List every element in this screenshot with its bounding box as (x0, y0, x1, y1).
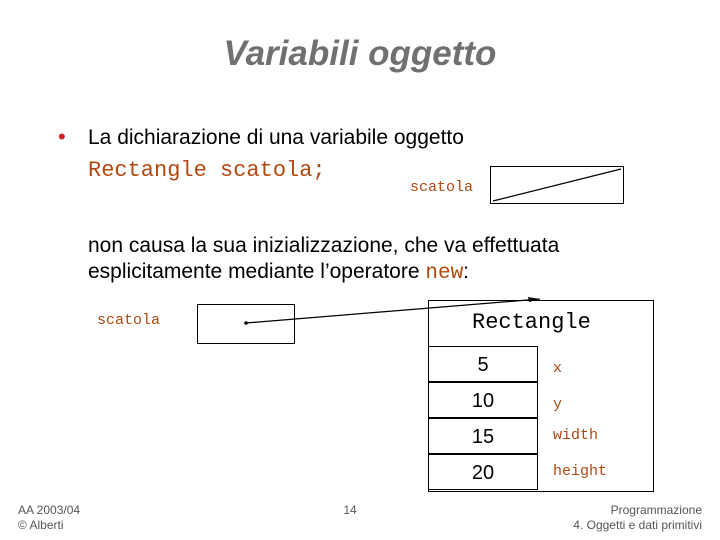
bullet-intro-text: La dichiarazione di una variabile oggetto (88, 126, 464, 149)
reference-arrow-origin (244, 321, 248, 325)
field-name: width (553, 427, 599, 444)
explanation-prefix: esplicitamente mediante l’operatore (88, 260, 426, 283)
variable-label-top: scatola (410, 179, 474, 196)
footer-chapter: 4. Oggetti e dati primitivi (573, 518, 702, 532)
field-cell-height (428, 454, 538, 490)
object-class-name: Rectangle (472, 310, 591, 335)
footer-author: © Alberti (18, 518, 64, 532)
field-name: x (553, 360, 563, 377)
field-cell-x (428, 346, 538, 382)
footer-course-name: Programmazione (610, 503, 702, 517)
new-keyword: new (425, 262, 464, 285)
declaration-code: Rectangle scatola; (88, 158, 326, 183)
bullet-dot-icon: • (58, 124, 66, 149)
field-name: height (553, 463, 608, 480)
field-cell-y (428, 382, 538, 418)
field-cell-width (428, 418, 538, 454)
field-value: 5 (477, 354, 489, 376)
footer-course-year: AA 2003/04 (18, 503, 81, 517)
field-value: 10 (471, 390, 495, 412)
field-value: 15 (471, 426, 495, 448)
slide-title: Variabili oggetto (223, 34, 497, 73)
explanation-suffix: : (463, 260, 470, 283)
explanation-line-1: non causa la sua inizializzazione, che va effettuata (88, 234, 560, 257)
page-number: 14 (343, 503, 357, 517)
footer-left (18, 503, 80, 533)
footer-right (573, 503, 702, 533)
variable-label: scatola (97, 312, 161, 329)
field-value: 20 (471, 462, 495, 484)
field-name: y (553, 396, 563, 413)
